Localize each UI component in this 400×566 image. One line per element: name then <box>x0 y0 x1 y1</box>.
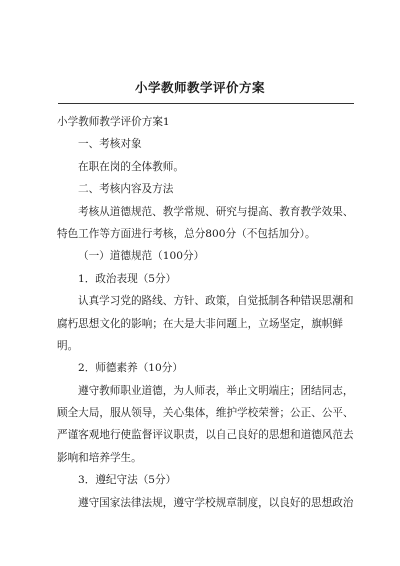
paragraph-line: 顾全大局，服从领导，关心集体，维护学校荣誉；公正、公平、 <box>57 407 354 420</box>
paragraph-line: 在职在岗的全体教师。 <box>78 160 184 173</box>
item-heading-ethics: 2．师德素养（10分） <box>78 362 183 375</box>
paragraph-line: 遵守国家法律法规，遵守学校规章制度，以良好的思想政治 <box>78 496 354 509</box>
subsection-heading-morality: （一）道德规范（100分） <box>78 250 205 263</box>
paragraph-line: 考核从道德规范、教学常规、研究与提高、教育教学效果、 <box>78 205 354 218</box>
item-heading-law: 3．遵纪守法（5分） <box>78 474 177 487</box>
paragraph-line: 明。 <box>57 339 79 352</box>
document-title: 小学教师教学评价方案 <box>134 80 265 95</box>
paragraph-line: 严谨客观地行使监督评议职责，以自己良好的思想和道德风范去 <box>57 429 354 442</box>
document-body <box>57 111 355 514</box>
title-divider <box>58 103 354 104</box>
section-heading-exam-content: 二、考核内容及方法 <box>78 183 174 196</box>
section-heading-exam-target: 一、考核对象 <box>78 138 142 151</box>
paragraph-line: 特色工作等方面进行考核，总分800分（不包括加分）。 <box>57 227 316 240</box>
paragraph-line: 腐朽思想文化的影响；在大是大非问题上，立场坚定，旗帜鲜 <box>57 317 344 330</box>
paragraph-line: 遵守教师职业道德，为人师表，举止文明端庄；团结同志， <box>78 384 354 397</box>
document-subtitle: 小学教师教学评价方案1 <box>57 116 170 128</box>
item-heading-political: 1．政治表现（5分） <box>78 272 177 285</box>
paragraph-line: 认真学习党的路线、方针、政策，自觉抵制各种错误思潮和 <box>78 295 354 308</box>
paragraph-line: 影响和培养学生。 <box>57 451 142 464</box>
